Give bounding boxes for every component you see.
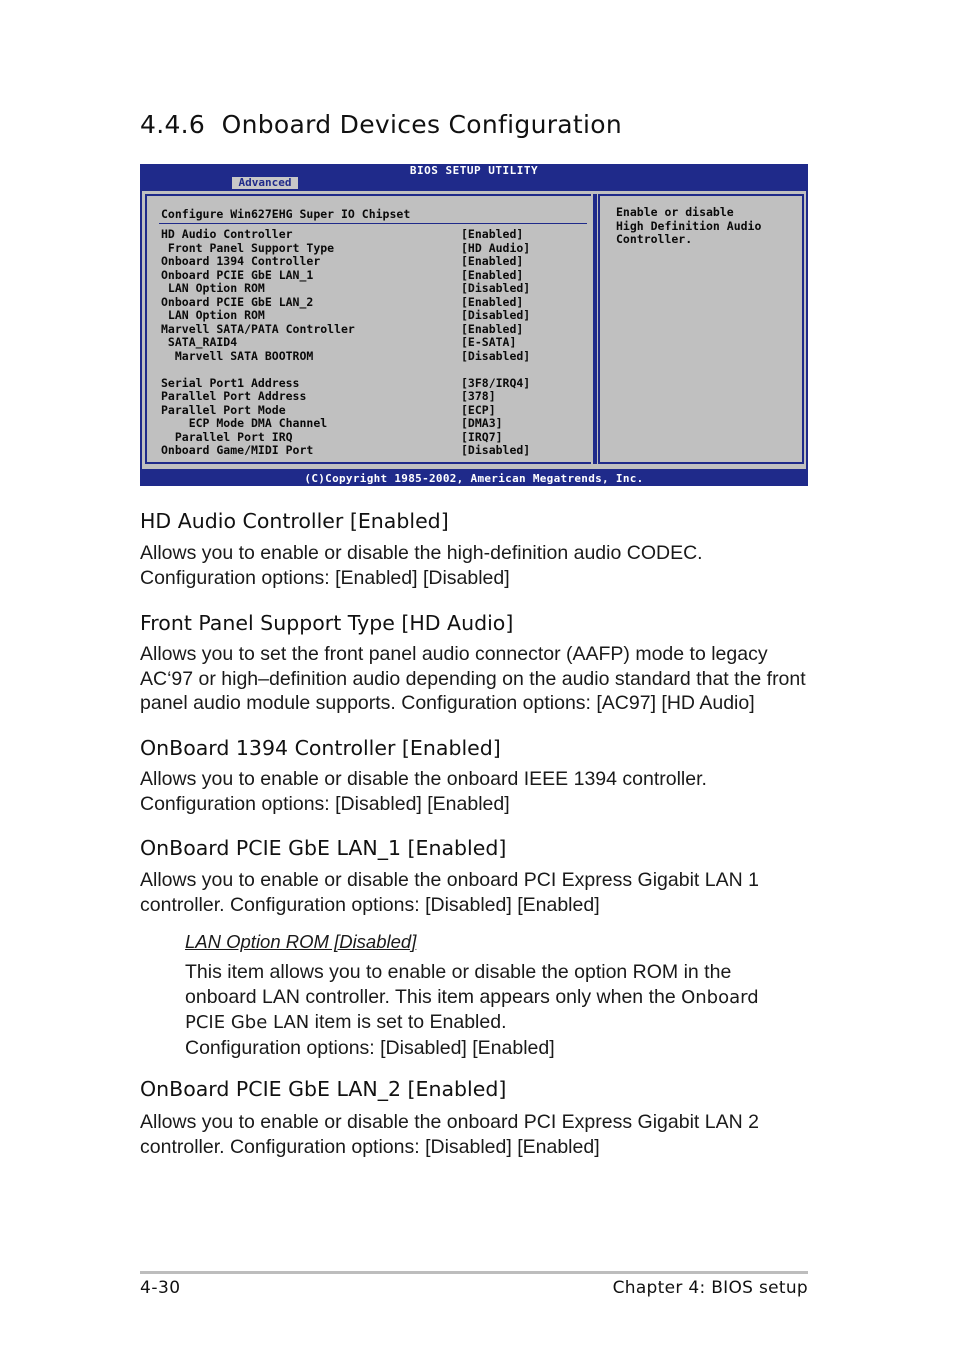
bios-copyright: (C)Copyright 1985-2002, American Megatrends, Inc. — [304, 472, 644, 485]
bios-setting-label: Onboard 1394 Controller — [161, 254, 321, 268]
bios-setting-row[interactable] — [161, 282, 581, 296]
onboard-1394-description — [140, 767, 707, 816]
bios-setting-label: Parallel Port IRQ — [161, 429, 293, 444]
onboard-1394-heading: OnBoard 1394 Controller [Enabled] — [140, 736, 501, 760]
bios-setting-value[interactable]: [HD Audio] — [461, 240, 531, 255]
bios-setting-value[interactable]: [Enabled] — [461, 227, 524, 241]
text-segment: item is set to Enabled. — [309, 1011, 507, 1033]
text-line: panel audio module supports. Configuration options: [AC97] [HD Audio] — [140, 692, 755, 714]
text-line: controller. Configuration options: [Disabled] [Enabled] — [140, 893, 600, 916]
bios-settings-pane — [145, 194, 591, 464]
bios-setting-row — [161, 363, 581, 377]
bios-setting-label: HD Audio Controller — [161, 227, 293, 241]
text-line: Configuration options: [Disabled] [Enabled] — [140, 792, 510, 815]
bios-setting-row[interactable] — [161, 269, 581, 283]
chapter-label: Chapter 4: BIOS setup — [612, 1278, 808, 1298]
section-title — [140, 110, 622, 139]
section-title-text: Onboard Devices Configuration — [221, 110, 622, 139]
bios-setting-row[interactable] — [161, 404, 581, 418]
bios-setting-value[interactable]: [Enabled] — [461, 294, 524, 309]
text-line: Configuration options: [Disabled] [Enabled] — [185, 1036, 555, 1059]
front-panel-heading: Front Panel Support Type [HD Audio] — [140, 611, 514, 635]
page-number: 4-30 — [140, 1278, 181, 1298]
bios-setting-label: Parallel Port Address — [161, 389, 307, 403]
bios-tab-advanced: Advanced — [232, 177, 298, 189]
bios-setting-row[interactable] — [161, 377, 581, 391]
bios-setting-value[interactable]: [DMA3] — [461, 416, 503, 430]
text-segment: onboard LAN controller. This item appears only when the — [185, 985, 682, 1008]
bios-setting-value[interactable]: [3F8/IRQ4] — [461, 375, 531, 390]
text-line: Configuration options: [Enabled] [Disabled] — [140, 566, 510, 589]
bios-setting-label: Onboard PCIE GbE LAN_2 — [161, 294, 314, 309]
bold-term: Onboard — [681, 986, 759, 1008]
bios-setting-row[interactable] — [161, 417, 581, 431]
bios-help-text — [616, 206, 796, 247]
text-line: AC‘97 or high–definition audio depending on the audio standard that the front — [140, 667, 806, 690]
bios-help-line: Enable or disable — [616, 205, 734, 219]
text-line: controller. Configuration options: [Disabled] [Enabled] — [140, 1135, 600, 1158]
bold-term: PCIE Gbe LAN — [185, 1012, 310, 1033]
bios-setting-value[interactable]: [Disabled] — [461, 443, 531, 457]
bios-setting-row[interactable] — [161, 390, 581, 404]
bios-setting-row[interactable] — [161, 431, 581, 445]
bios-setting-row[interactable] — [161, 228, 581, 242]
footer-rule — [140, 1271, 808, 1274]
hd-audio-description — [140, 541, 703, 590]
bios-setting-label: Front Panel Support Type — [161, 240, 335, 255]
lan-option-rom-description — [185, 960, 759, 1060]
bios-setting-label: Marvell SATA BOOTROM — [161, 348, 314, 363]
text-line: Allows you to enable or disable the onboard PCI Express Gigabit LAN 1 — [140, 869, 759, 891]
lan1-heading: OnBoard PCIE GbE LAN_1 [Enabled] — [140, 836, 507, 860]
bios-setting-value[interactable]: [IRQ7] — [461, 429, 503, 444]
hd-audio-heading: HD Audio Controller [Enabled] — [140, 509, 449, 533]
lan-option-rom-heading: LAN Option ROM [Disabled] — [185, 931, 417, 952]
lan1-description — [140, 868, 759, 917]
bios-pane-divider — [593, 194, 597, 464]
lan2-heading: OnBoard PCIE GbE LAN_2 [Enabled] — [140, 1077, 507, 1101]
text-line: This item allows you to enable or disable the option ROM in the — [185, 961, 732, 983]
bios-setting-row[interactable] — [161, 336, 581, 350]
bios-setting-value[interactable]: [E-SATA] — [461, 335, 517, 349]
text-line: Allows you to enable or disable the onboard IEEE 1394 controller. — [140, 768, 707, 790]
text-line: Allows you to enable or disable the onboard PCI Express Gigabit LAN 2 — [140, 1111, 759, 1133]
text-line — [185, 1010, 759, 1036]
bios-screenshot — [140, 164, 808, 486]
section-number: 4.4.6 — [140, 110, 206, 139]
bios-setting-label: Parallel Port Mode — [161, 402, 286, 417]
bios-help-line: High Definition Audio — [616, 218, 762, 233]
bios-setting-row[interactable] — [161, 323, 581, 337]
bios-setting-value[interactable]: [ECP] — [461, 402, 496, 417]
bios-setting-label: Marvell SATA/PATA Controller — [161, 321, 355, 336]
bios-help-line: Controller. — [616, 232, 693, 246]
bios-heading-divider — [159, 223, 587, 224]
lan2-description — [140, 1110, 759, 1159]
bios-setting-value[interactable]: [Enabled] — [461, 321, 524, 336]
bios-setting-row[interactable] — [161, 242, 581, 256]
bios-setting-row[interactable] — [161, 350, 581, 364]
bios-setting-value[interactable]: [Disabled] — [461, 281, 531, 295]
bios-setting-value[interactable]: [Enabled] — [461, 254, 524, 268]
bios-setting-label: ECP Mode DMA Channel — [161, 416, 328, 430]
bios-setting-label: LAN Option ROM — [161, 308, 265, 322]
bios-setting-label: Onboard Game/MIDI Port — [161, 443, 314, 457]
bios-setting-label: LAN Option ROM — [161, 281, 265, 295]
bios-setting-label: Serial Port1 Address — [161, 375, 300, 390]
bios-panel — [142, 191, 806, 469]
bios-setting-value[interactable]: [378] — [461, 389, 496, 403]
bios-help-pane — [598, 194, 804, 464]
bios-setting-value[interactable]: [Disabled] — [461, 348, 531, 363]
text-line: Allows you to enable or disable the high-definition audio CODEC. — [140, 542, 703, 564]
bios-heading: Configure Win627EHG Super IO Chipset — [161, 207, 411, 221]
bios-setting-row[interactable] — [161, 296, 581, 310]
bios-title: BIOS SETUP UTILITY — [409, 164, 539, 177]
bios-setting-value[interactable]: [Enabled] — [461, 267, 524, 282]
bios-settings-list — [161, 228, 581, 458]
bios-setting-row[interactable] — [161, 255, 581, 269]
text-line: Allows you to set the front panel audio connector (AAFP) mode to legacy — [140, 643, 768, 665]
bios-setting-row[interactable] — [161, 309, 581, 323]
bios-setting-label: Onboard PCIE GbE LAN_1 — [161, 267, 314, 282]
bios-setting-row[interactable] — [161, 444, 581, 458]
front-panel-description — [140, 642, 806, 716]
bios-setting-value[interactable]: [Disabled] — [461, 308, 531, 322]
text-line — [185, 985, 759, 1011]
bios-setting-label: SATA_RAID4 — [161, 335, 238, 349]
